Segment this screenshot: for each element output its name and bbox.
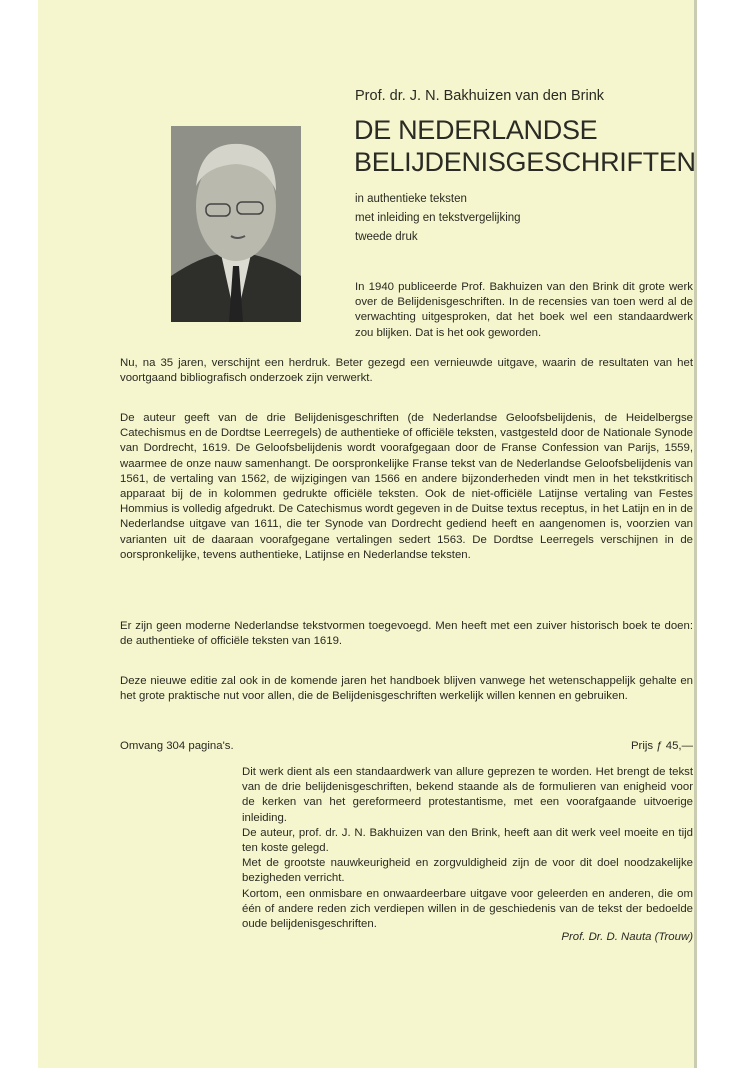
subtitle-line: met inleiding en tekstvergelijking [355, 212, 521, 224]
page-count: Omvang 304 pagina's. [120, 740, 234, 752]
body-paragraph: Nu, na 35 jaren, verschijnt een herdruk. Beter gezegd een vernieuwde uitgave, waarin de resultaten van het voortgaand bibliografisch onderzoek zijn verwerkt. [120, 357, 693, 385]
review-quote [242, 765, 693, 932]
subtitle-line: tweede druk [355, 231, 418, 243]
author-name: Prof. dr. J. N. Bakhuizen van den Brink [355, 88, 605, 104]
author-portrait-photo [171, 126, 301, 322]
book-title [354, 114, 696, 178]
subtitle-line: in authentieke teksten [355, 193, 467, 205]
review-paragraph: Dit werk dient als een standaardwerk van allure geprezen te worden. Het brengt de tekst van de drie belijdenisgeschriften, bekend staande als de formulieren van enigheid voor de kerken van het gereformeerd protestantisme, met een voorafgaande uitvoerige inleiding. [242, 766, 693, 824]
review-paragraph: Met de grootste nauwkeurigheid en zorgvuldigheid zijn de voor dit doel noodzakelijke bezigheden verricht. [242, 857, 693, 885]
book-title-line: BELIJDENISGESCHRIFTEN [354, 147, 696, 177]
review-paragraph: De auteur, prof. dr. J. N. Bakhuizen van den Brink, heeft aan dit werk veel moeite en tijd ten koste gelegd. [242, 826, 693, 855]
body-paragraph: Er zijn geen moderne Nederlandse tekstvormen toegevoegd. Men heeft met een zuiver historisch boek te doen: de authentieke of officiële teksten van 1619. [120, 620, 693, 648]
body-paragraph: Deze nieuwe editie zal ook in de komende jaren het handboek blijven vanwege het wetenschappelijk gehalte en het grote praktische nut voor allen, die de Belijdenisgeschriften werkelijk willen kennen en gebruiken. [120, 675, 693, 703]
price: Prijs ƒ 45,— [630, 740, 693, 752]
book-title-line: DE NEDERLANDSE [354, 115, 598, 145]
document-page [38, 0, 697, 1068]
book-subtitle [355, 190, 521, 247]
body-paragraph: De auteur geeft van de drie Belijdenisgeschriften (de Nederlandse Geloofsbelijdenis, de Heidelbergse Catechismus en de Dordtse Leerregels) de authentieke of officiële teksten, vastgesteld door de Nationale Synode van Dordrecht, 1619. De Geloofsbelijdenis wordt voorafgegaan door de Franse Confession van Parijs, 1559, waarmee de onze nauw samenhangt. De oorspronkelijke Franse tekst van de Nederlandse Geloofsbelijdenis van 1561, de vertaling van 1562, de wijzigingen van 1566 en andere bijzonderheden vindt men in het tekstkritisch apparaat bij de in kolommen gedrukte officiële teksten. Ook de niet-officiële Latijnse vertaling van Festes Hommius is volledig afgedrukt. De Catechismus wordt gegeven in de Duitse textus receptus, in het Latijn en in de Nederlandse uitgave van 1611, die ter Synode van Dordrecht gediend heeft en aangenomen is, voorzien van varianten uit de daaraan voorafgegane vertalingen sedert 1563. De Dordtse Leerregels verschijnen in de oorspronkelijke, tevens authentieke, Latijnse en Nederlandse teksten. [120, 412, 693, 561]
review-signature: Prof. Dr. D. Nauta (Trouw) [561, 931, 693, 943]
intro-paragraph: In 1940 publiceerde Prof. Bakhuizen van den Brink dit grote werk over de Belijdenisgeschriften. In de recensies van toen werd al de verwachting uitgesproken, dat het boek wel een standaardwerk zou blijken. Dat is het ook geworden. [355, 281, 693, 339]
review-paragraph: Kortom, een onmisbare en onwaardeerbare uitgave voor geleerden en anderen, die om één of andere reden zich verdiepen willen in de geschiedenis van de tekst der bedoelde oude belijdenisgeschriften. [242, 887, 693, 931]
